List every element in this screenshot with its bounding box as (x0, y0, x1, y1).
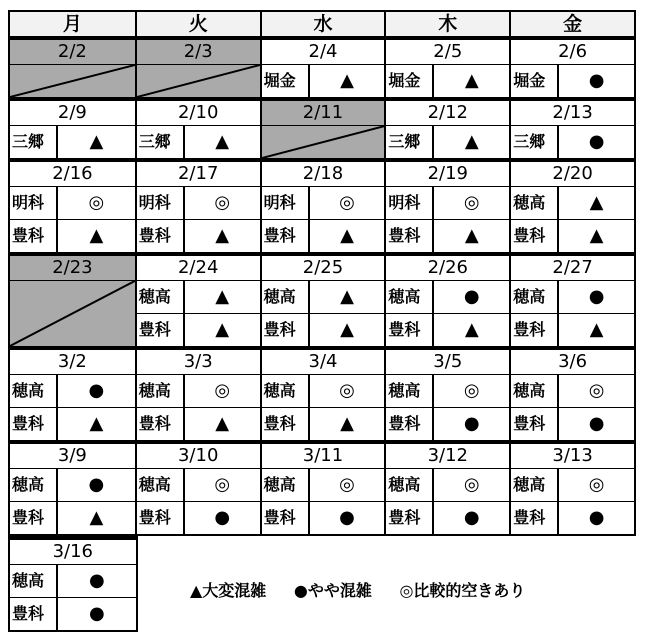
crowding-mark: ▲ (215, 225, 230, 246)
school-name: 穂高 (137, 281, 185, 313)
school-name: 穂高 (10, 469, 58, 501)
date-label: 2/25 (262, 256, 385, 281)
school-row (511, 220, 634, 252)
crowding-mark: ▲ (215, 286, 230, 307)
crowding-mark: ◎ (463, 474, 480, 495)
date-label: 2/12 (386, 101, 509, 126)
school-name: 堀金 (511, 65, 559, 97)
school-name: 穂高 (262, 281, 310, 313)
date-label: 3/9 (10, 444, 135, 469)
school-row (262, 314, 385, 346)
crowding-mark: ● (463, 507, 480, 528)
closed-slash-icon (262, 126, 385, 158)
school-row (511, 408, 634, 440)
date-label: 2/26 (386, 256, 509, 281)
crowding-mark: ▲ (589, 319, 604, 340)
date-label: 2/19 (386, 162, 509, 187)
school-name: 穂高 (386, 281, 434, 313)
crowding-mark: ▲ (464, 319, 479, 340)
crowding-mark: ◎ (588, 380, 605, 401)
date-label: 2/20 (511, 162, 634, 187)
closed-cell (137, 65, 260, 97)
school-name: 堀金 (386, 65, 434, 97)
school-name: 豊科 (137, 408, 185, 440)
school-row (262, 187, 385, 220)
day-cell (10, 350, 135, 440)
weekday-fri: 金 (509, 12, 634, 36)
school-row (137, 281, 260, 314)
day-cell (10, 444, 135, 534)
crowding-mark: ▲ (464, 70, 479, 91)
day-cell (384, 40, 509, 97)
date-label: 2/24 (137, 256, 260, 281)
crowding-mark: ▲ (89, 131, 104, 152)
closed-slash-icon (10, 281, 135, 346)
school-name: 穂高 (137, 375, 185, 407)
crowding-mark: ▲ (340, 319, 354, 340)
crowding-mark: ● (463, 413, 480, 434)
day-cell (10, 162, 135, 252)
date-label: 2/16 (10, 162, 135, 187)
crowding-mark: ▲ (589, 192, 604, 213)
school-name: 豊科 (511, 408, 559, 440)
day-cell (384, 101, 509, 158)
date-label: 2/5 (386, 40, 509, 65)
day-cell (260, 256, 385, 346)
day-cell (260, 350, 385, 440)
school-row (10, 408, 135, 440)
date-label: 2/13 (511, 101, 634, 126)
day-cell (509, 162, 634, 252)
closed-cell (10, 281, 135, 346)
day-cell (260, 444, 385, 534)
week-row (8, 252, 636, 346)
crowding-mark: ▲ (215, 413, 230, 434)
school-row (262, 281, 385, 314)
date-label: 3/6 (511, 350, 634, 375)
date-label: 3/3 (137, 350, 260, 375)
school-row (10, 502, 135, 534)
school-name: 穂高 (511, 281, 559, 313)
crowding-mark: ● (88, 380, 105, 401)
weekday-header (8, 10, 636, 36)
school-name: 穂高 (262, 469, 310, 501)
school-name: 豊科 (511, 220, 559, 252)
day-cell (260, 101, 385, 158)
date-label: 2/11 (262, 101, 385, 126)
school-row (386, 469, 509, 502)
crowding-mark: ▲ (589, 225, 604, 246)
school-row (511, 126, 634, 158)
school-row (262, 220, 385, 252)
closed-slash-icon (137, 65, 260, 97)
school-row (137, 220, 260, 252)
day-cell (135, 162, 260, 252)
date-label: 3/12 (386, 444, 509, 469)
school-row (137, 375, 260, 408)
day-cell (384, 256, 509, 346)
school-name: 穂高 (10, 375, 58, 407)
day-cell (10, 540, 136, 630)
crowding-mark: ▲ (340, 225, 354, 246)
crowding-mark: ◎ (214, 380, 231, 401)
week-row (8, 97, 636, 158)
school-name: 穂高 (10, 565, 58, 597)
day-cell (509, 40, 634, 97)
school-name: 豊科 (386, 408, 434, 440)
legend-very-crowded: ▲大変混雑 (190, 581, 267, 600)
school-name: 豊科 (262, 502, 310, 534)
crowding-mark: ▲ (340, 413, 354, 434)
school-row (511, 469, 634, 502)
school-name: 豊科 (386, 502, 434, 534)
school-row (262, 375, 385, 408)
day-cell (135, 101, 260, 158)
school-row (137, 187, 260, 220)
date-label: 3/5 (386, 350, 509, 375)
school-name: 豊科 (511, 314, 559, 346)
school-row (10, 375, 135, 408)
weekday-mon: 月 (62, 13, 82, 35)
date-label: 2/9 (10, 101, 135, 126)
crowding-mark: ▲ (464, 225, 479, 246)
crowding-mark: ▲ (215, 319, 230, 340)
school-name: 穂高 (511, 187, 559, 219)
school-name: 穂高 (137, 469, 185, 501)
weekday-tue: 火 (135, 12, 260, 36)
week-row (8, 346, 636, 440)
day-cell (384, 162, 509, 252)
school-name: 穂高 (386, 469, 434, 501)
school-name: 明科 (10, 187, 58, 219)
school-name: 豊科 (262, 408, 310, 440)
school-name: 明科 (137, 187, 185, 219)
crowding-mark: ● (588, 286, 605, 307)
school-row (262, 469, 385, 502)
weekday-thu: 木 (384, 12, 509, 36)
day-cell (10, 40, 135, 97)
school-name: 豊科 (137, 314, 185, 346)
day-cell (509, 350, 634, 440)
crowding-mark: ◎ (214, 474, 231, 495)
school-name: 穂高 (262, 375, 310, 407)
school-name: 三郷 (137, 126, 185, 158)
crowding-mark: ● (339, 507, 355, 528)
crowding-mark: ▲ (340, 286, 354, 307)
date-label: 2/3 (137, 40, 260, 65)
school-row (137, 408, 260, 440)
school-row (137, 126, 260, 158)
school-name: 明科 (386, 187, 434, 219)
legend (190, 578, 547, 601)
school-row (511, 314, 634, 346)
crowding-mark: ● (463, 286, 480, 307)
date-label: 2/6 (511, 40, 634, 65)
date-label: 3/11 (262, 444, 385, 469)
school-name: 豊科 (262, 220, 310, 252)
school-row (10, 598, 136, 630)
day-cell (10, 101, 135, 158)
school-name: 豊科 (10, 220, 58, 252)
day-cell (135, 40, 260, 97)
school-name: 豊科 (262, 314, 310, 346)
crowding-mark: ◎ (339, 192, 355, 213)
crowding-mark: ● (88, 603, 105, 624)
crowding-mark: ▲ (89, 413, 104, 434)
school-name: 豊科 (10, 502, 58, 534)
week-row (8, 158, 636, 252)
crowding-calendar (8, 10, 636, 632)
school-name: 豊科 (137, 220, 185, 252)
date-label: 2/4 (262, 40, 385, 65)
school-name: 豊科 (10, 408, 58, 440)
crowding-mark: ▲ (215, 131, 230, 152)
day-cell (260, 40, 385, 97)
crowding-mark: ● (588, 413, 605, 434)
crowding-mark: ◎ (339, 380, 355, 401)
school-row (10, 126, 135, 158)
date-label: 3/10 (137, 444, 260, 469)
legend-somewhat-crowded: ●やや混雑 (293, 581, 372, 600)
school-row (386, 187, 509, 220)
date-label: 3/4 (262, 350, 385, 375)
school-row (386, 281, 509, 314)
school-name: 穂高 (511, 469, 559, 501)
school-row (262, 502, 385, 534)
day-cell (509, 101, 634, 158)
school-row (386, 502, 509, 534)
school-row (386, 314, 509, 346)
crowding-mark: ▲ (340, 70, 354, 91)
school-name: 三郷 (10, 126, 58, 158)
school-row (262, 65, 385, 97)
school-row (386, 220, 509, 252)
school-row (137, 469, 260, 502)
day-cell (260, 162, 385, 252)
day-cell (135, 350, 260, 440)
date-label: 2/2 (10, 40, 135, 65)
crowding-mark: ▲ (89, 507, 104, 528)
week-row (8, 536, 138, 632)
school-name: 堀金 (262, 65, 310, 97)
day-cell (509, 444, 634, 534)
school-row (137, 502, 260, 534)
school-name: 豊科 (511, 502, 559, 534)
closed-cell (262, 126, 385, 158)
school-row (386, 408, 509, 440)
school-name: 穂高 (386, 375, 434, 407)
closed-slash-icon (10, 65, 135, 97)
weekday-wed: 水 (260, 12, 385, 36)
crowding-mark: ◎ (463, 380, 480, 401)
crowding-mark: ◎ (588, 474, 605, 495)
crowding-mark: ◎ (88, 192, 105, 213)
school-row (511, 502, 634, 534)
school-row (511, 187, 634, 220)
crowding-mark: ● (88, 474, 105, 495)
date-label: 2/10 (137, 101, 260, 126)
crowding-mark: ● (214, 507, 231, 528)
day-cell (10, 256, 135, 346)
week-row (8, 36, 636, 97)
school-name: 三郷 (386, 126, 434, 158)
day-cell (509, 256, 634, 346)
school-row (137, 314, 260, 346)
day-cell (384, 350, 509, 440)
school-name: 豊科 (386, 314, 434, 346)
crowding-mark: ◎ (463, 192, 480, 213)
school-row (10, 565, 136, 598)
crowding-mark: ◎ (214, 192, 231, 213)
date-label: 3/2 (10, 350, 135, 375)
school-row (10, 220, 135, 252)
legend-available: ◎比較的空きあり (399, 581, 526, 600)
crowding-mark: ▲ (464, 131, 479, 152)
school-name: 三郷 (511, 126, 559, 158)
day-cell (135, 444, 260, 534)
school-name: 穂高 (511, 375, 559, 407)
day-cell (384, 444, 509, 534)
date-label: 3/16 (10, 540, 136, 565)
date-label: 3/13 (511, 444, 634, 469)
crowding-mark: ◎ (339, 474, 355, 495)
crowding-mark: ● (588, 70, 605, 91)
date-label: 2/23 (10, 256, 135, 281)
crowding-mark: ● (588, 507, 605, 528)
closed-cell (10, 65, 135, 97)
date-label: 2/27 (511, 256, 634, 281)
crowding-mark: ● (88, 570, 105, 591)
school-name: 豊科 (10, 598, 58, 630)
school-row (386, 375, 509, 408)
week-row (8, 440, 636, 536)
crowding-mark: ▲ (89, 225, 104, 246)
school-row (386, 65, 509, 97)
date-label: 2/18 (262, 162, 385, 187)
school-row (511, 65, 634, 97)
school-name: 明科 (262, 187, 310, 219)
school-name: 豊科 (137, 502, 185, 534)
school-row (10, 469, 135, 502)
school-row (511, 375, 634, 408)
date-label: 2/17 (137, 162, 260, 187)
school-row (262, 408, 385, 440)
school-row (386, 126, 509, 158)
crowding-mark: ● (588, 131, 605, 152)
school-row (511, 281, 634, 314)
school-name: 豊科 (386, 220, 434, 252)
school-row (10, 187, 135, 220)
day-cell (135, 256, 260, 346)
